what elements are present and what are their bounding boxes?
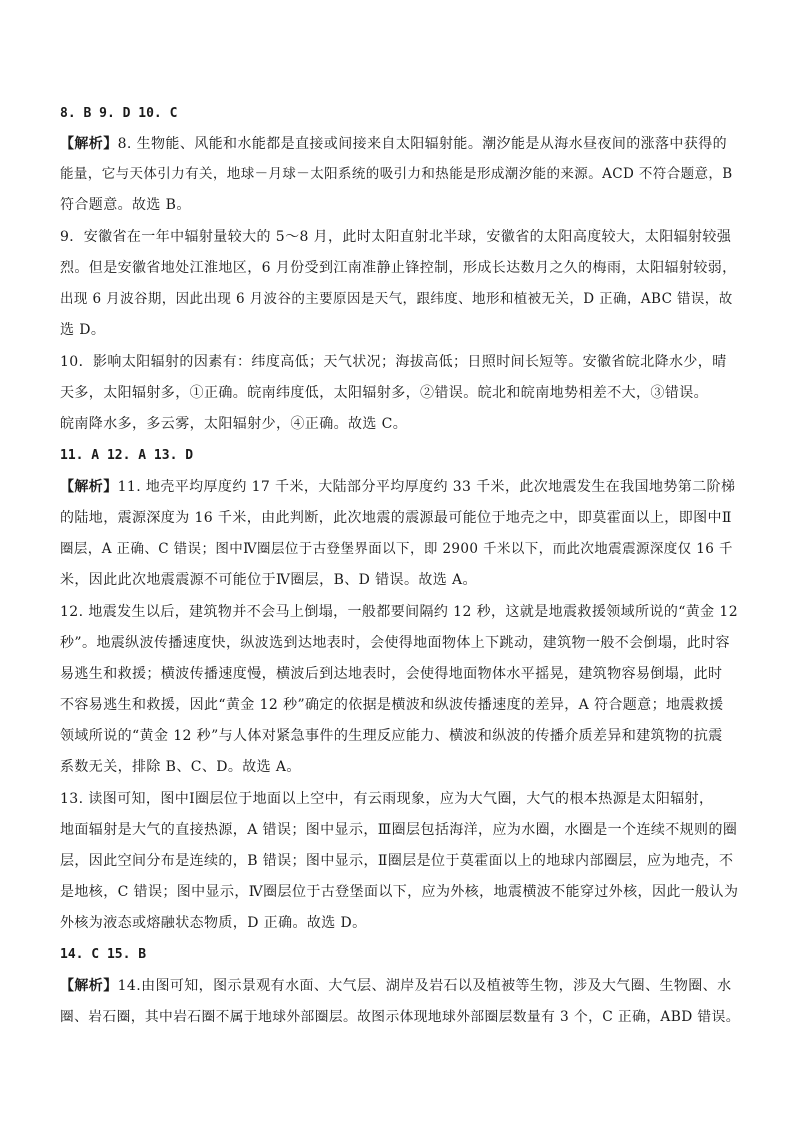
analysis-13-line-4: 是地核，C 错误；图中显示，Ⅳ圈层位于古登堡面以下，应为外核，地震横波不能穿过外核，因此一般认为 — [60, 884, 739, 900]
analysis-11-line-1: 【解析】11. 地壳平均厚度约 17 千米，大陆部分平均厚度约 33 千米，此次地震发生在我国地势第二阶梯 — [60, 479, 736, 495]
analysis-12-line-4: 不容易逃生和救援，因此“黄金 12 秒”确定的依据是横波和纵波传播速度的差异，A 符合题意；地震救援 — [60, 697, 724, 713]
answer-key-8-10: 8. B 9. D 10. C — [60, 106, 178, 121]
analysis-12-line-3: 易逃生和救援；横波传播速度慢，横波后到达地表时，会使得地面物体水平摇晃，建筑物容易倒塌，此时 — [60, 666, 723, 682]
analysis-8-line-1: 【解析】8. 生物能、风能和水能都是直接或间接来自太阳辐射能。潮汐能是从海水昼夜间的涨落中获得的 — [60, 136, 728, 152]
analysis-9-line-3: 出现 6 月波谷期，因此出现 6 月波谷的主要原因是天气，跟纬度、地形和植被无关，D 正确，ABC 错误，故 — [60, 291, 733, 307]
analysis-9-line-2: 烈。但是安徽省地处江淮地区，6 月份受到江南准静止锋控制，形成长达数月之久的梅雨，太阳辐射较弱， — [60, 260, 737, 276]
analysis-14-line-1: 【解析】14.由图可知，图示景观有水面、大气层、湖岸及岩石以及植被等生物，涉及大气圈、生物圈、水 — [60, 978, 732, 994]
analysis-10-line-3: 皖南降水多，多云雾，太阳辐射少，④正确。故选 C。 — [60, 416, 408, 432]
analysis-8-line-3: 符合题意。故选 B。 — [60, 197, 191, 213]
analysis-8-line-2: 能量，它与天体引力有关，地球－月球－太阳系统的吸引力和热能是形成潮汐能的来源。ACD 不符合题意，B — [60, 166, 733, 182]
answer-key-11-13: 11. A 12. A 13. D — [60, 448, 194, 463]
analysis-9-line-1: 9．安徽省在一年中辐射量较大的 5～8 月，此时太阳直射北半球，安徽省的太阳高度较大，太阳辐射较强 — [60, 229, 732, 245]
analysis-10-line-1: 10．影响太阳辐射的因素有：纬度高低；天气状况；海拔高低；日照时间长短等。安徽省皖北降水少，晴 — [60, 354, 727, 370]
analysis-12-line-6: 系数无关，排除 B、C、D。故选 A。 — [60, 759, 301, 775]
analysis-9-line-4: 选 D。 — [60, 322, 106, 338]
analysis-11-line-4: 米，因此此次地震震源不可能位于Ⅳ圈层，B、D 错误。故选 A。 — [60, 572, 477, 588]
analysis-tag: 【解析】 — [60, 978, 118, 994]
analysis-13-line-1: 13. 读图可知，图中Ⅰ圈层位于地面以上空中，有云雨现象，应为大气圈，大气的根本热源是太阳辐射， — [60, 791, 714, 807]
analysis-13-line-5: 外核为液态或熔融状态物质，D 正确。故选 D。 — [60, 915, 367, 931]
analysis-tag: 【解析】 — [60, 479, 118, 495]
analysis-11-line-3: 圈层，A 正确、C 错误；图中Ⅳ圈层位于古登堡界面以下，即 2900 千米以下，而此次地震震源深度仅 16 千 — [60, 541, 733, 557]
analysis-tag: 【解析】 — [60, 136, 118, 152]
analysis-12-line-5: 领域所说的“黄金 12 秒”与人体对紧急事件的生理反应能力、横波和纵波的传播介质差异和建筑物的抗震 — [60, 728, 723, 744]
analysis-13-line-2: 地面辐射是大气的直接热源，A 错误；图中显示，Ⅲ圈层包括海洋，应为水圈，水圈是一个连续不规则的圈 — [60, 822, 738, 838]
analysis-12-line-2: 秒”。地震纵波传播速度快，纵波选到达地表时，会使得地面物体上下跳动，建筑物一般不会倒塌，此时容 — [60, 635, 730, 651]
analysis-14-line-2: 圈、岩石圈，其中岩石圈不属于地球外部圈层。故图示体现地球外部圈层数量有 3 个，C 正确，ABD 错误。 — [60, 1009, 740, 1025]
answer-key-14-15: 14. C 15. B — [60, 947, 147, 962]
analysis-12-line-1: 12. 地震发生以后，建筑物并不会马上倒塌，一般都要间隔约 12 秒，这就是地震救援领域所说的“黄金 12 — [60, 604, 739, 620]
analysis-13-line-3: 层，因此空间分布是连续的，B 错误；图中显示，Ⅱ圈层是位于莫霍面以上的地球内部圈层，应为地壳，不 — [60, 853, 734, 869]
analysis-10-line-2: 天多，太阳辐射多，①正确。皖南纬度低，太阳辐射多，②错误。皖北和皖南地势相差不大，③错误。 — [60, 385, 708, 401]
analysis-11-line-2: 的陆地，震源深度为 16 千米，由此判断，此次地震的震源最可能位于地壳之中，即莫霍面以上，即图中Ⅱ — [60, 510, 732, 526]
